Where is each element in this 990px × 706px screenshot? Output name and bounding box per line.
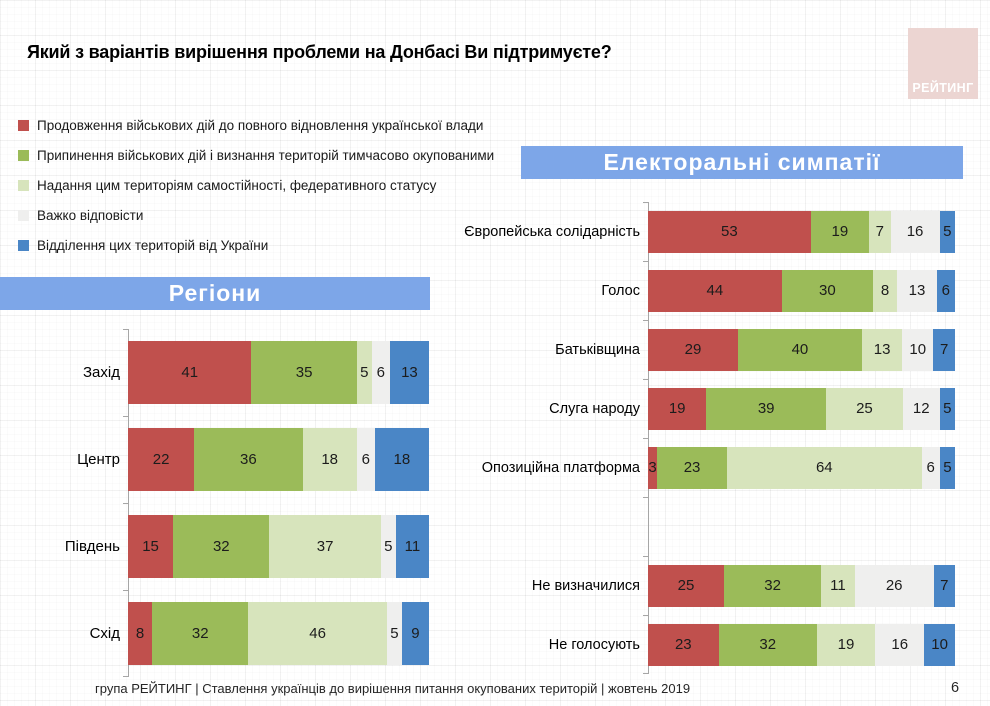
stacked-bar: [128, 341, 429, 404]
bar-segment: [396, 515, 429, 578]
bar-segment: [128, 341, 251, 404]
axis-tick: [643, 615, 648, 616]
value-label: 7: [939, 341, 949, 358]
bar-segment: [128, 515, 173, 578]
stacked-bar: [648, 329, 955, 371]
bar-segment: [648, 388, 706, 430]
stacked-bar: [648, 565, 955, 607]
bar-segment: [387, 602, 402, 665]
value-label: 16: [891, 636, 909, 653]
bar-segment: [648, 329, 738, 371]
value-label: 6: [361, 451, 370, 468]
bar-segment: [933, 329, 955, 371]
page-title: Який з варіантів вирішення проблеми на Донбасі Ви підтримуєте?: [27, 42, 612, 62]
value-label: 53: [721, 223, 738, 240]
footer-text: група РЕЙТИНГ | Ставлення українців до вирішення питання окупованих територій | жовтень 2019: [95, 681, 691, 696]
bar-segment: [402, 602, 429, 665]
axis-tick: [123, 590, 128, 591]
bar-segment: [817, 624, 875, 666]
bar-segment: [869, 211, 890, 253]
value-label: 10: [931, 636, 948, 653]
bar-segment: [648, 624, 719, 666]
value-label: 13: [908, 282, 926, 299]
bar-segment: [648, 270, 782, 312]
category-label: Південь: [64, 538, 120, 555]
stacked-bar: [648, 211, 955, 253]
bar-segment: [706, 388, 826, 430]
value-label: 37: [316, 538, 334, 555]
regions-banner: Регіони: [0, 277, 430, 310]
value-label: 40: [791, 341, 809, 358]
chart-row: [442, 320, 955, 379]
bar-segment: [390, 341, 429, 404]
value-label: 46: [309, 625, 326, 642]
legend-item: [18, 200, 494, 230]
legend-swatch: [18, 240, 29, 251]
bar-segment: [248, 602, 386, 665]
value-label: 7: [940, 577, 949, 594]
legend-label: Важко відповісти: [37, 207, 144, 223]
value-label: 35: [295, 364, 313, 381]
bar-segment: [152, 602, 248, 665]
value-label: 16: [906, 223, 924, 240]
bar-segment: [934, 565, 955, 607]
value-label: 6: [941, 282, 951, 299]
legend: [18, 110, 494, 260]
value-label: 19: [837, 636, 855, 653]
bar-segment: [648, 565, 724, 607]
value-label: 5: [390, 625, 399, 642]
regions-chart: [0, 329, 429, 677]
bar-segment: [902, 329, 933, 371]
bar-segment: [738, 329, 862, 371]
value-label: 32: [191, 625, 209, 642]
bar-segment: [719, 624, 817, 666]
chart-row: [0, 590, 429, 677]
category-label: Голос: [601, 282, 640, 299]
bar-segment: [381, 515, 396, 578]
legend-item: [18, 170, 494, 200]
axis-tick: [643, 556, 648, 557]
value-label: 3: [648, 459, 657, 476]
bar-segment: [128, 602, 152, 665]
category-label: Не голосують: [548, 636, 640, 653]
bar-segment: [940, 447, 955, 489]
bar-segment: [372, 341, 390, 404]
category-label: Схід: [89, 625, 120, 642]
legend-label: Надання цим територіям самостійності, федеративного статусу: [37, 177, 437, 193]
legend-swatch: [18, 210, 29, 221]
value-label: 23: [683, 459, 701, 476]
bar-segment: [194, 428, 302, 491]
category-label: Захід: [83, 364, 120, 381]
bar-segment: [875, 624, 924, 666]
stacked-bar: [648, 624, 955, 666]
value-label: 15: [142, 538, 159, 555]
category-label: Опозиційна платформа: [481, 459, 640, 476]
value-label: 32: [212, 538, 230, 555]
stacked-bar: [128, 602, 429, 665]
bar-segment: [940, 211, 955, 253]
bar-segment: [855, 565, 934, 607]
value-label: 6: [926, 459, 935, 476]
value-label: 8: [135, 625, 145, 642]
bar-segment: [375, 428, 429, 491]
bar-segment: [357, 428, 375, 491]
category-label: Батьківщина: [555, 341, 640, 358]
axis-tick: [123, 503, 128, 504]
axis-tick: [643, 497, 648, 498]
bar-segment: [128, 428, 194, 491]
bar-segment: [357, 341, 372, 404]
axis-tick: [643, 379, 648, 380]
legend-swatch: [18, 150, 29, 161]
value-label: 10: [909, 341, 927, 358]
bar-segment: [821, 565, 854, 607]
value-label: 7: [875, 223, 884, 240]
value-label: 18: [321, 451, 338, 468]
bar-segment: [657, 447, 727, 489]
legend-label: Припинення військових дій і визнання територій тимчасово окупованими: [37, 147, 495, 163]
bar-segment: [811, 211, 869, 253]
electoral-banner: Електоральні симпатії: [521, 146, 963, 179]
bar-segment: [269, 515, 380, 578]
chart-row: [442, 261, 955, 320]
legend-label: Відділення цих територій від України: [37, 237, 269, 253]
value-label: 18: [393, 451, 411, 468]
axis-tick: [123, 676, 128, 677]
bar-segment: [897, 270, 937, 312]
chart-row-spacer: [442, 497, 955, 556]
legend-item: [18, 230, 494, 260]
bar-segment: [891, 211, 940, 253]
value-label: 12: [912, 400, 930, 417]
chart-row: [0, 416, 429, 503]
rating-logo: [908, 28, 978, 99]
stacked-bar: [128, 515, 429, 578]
chart-row: [0, 329, 429, 416]
bar-segment: [940, 388, 955, 430]
value-label: 29: [684, 341, 702, 358]
category-label: Слуга народу: [549, 400, 640, 417]
value-label: 30: [818, 282, 836, 299]
chart-row: [0, 503, 429, 590]
category-label: Центр: [77, 451, 120, 468]
value-label: 19: [831, 223, 849, 240]
legend-swatch: [18, 120, 29, 131]
bar-segment: [922, 447, 940, 489]
value-label: 39: [757, 400, 775, 417]
rating-logo-label: РЕЙТИНГ: [912, 81, 974, 95]
bar-segment: [727, 447, 922, 489]
chart-row: [442, 615, 955, 674]
stacked-bar: [648, 447, 955, 489]
value-label: 64: [815, 459, 833, 476]
value-label: 5: [943, 223, 952, 240]
value-label: 25: [856, 400, 873, 417]
value-label: 5: [943, 459, 952, 476]
bar-segment: [862, 329, 902, 371]
axis-tick: [123, 416, 128, 417]
value-label: 36: [240, 451, 257, 468]
stacked-bar: [648, 270, 955, 312]
value-label: 32: [764, 577, 781, 594]
chart-row: [442, 202, 955, 261]
axis-tick: [123, 329, 128, 330]
value-label: 11: [830, 577, 846, 594]
legend-item: [18, 140, 494, 170]
stacked-bar: [648, 388, 955, 430]
electoral-chart: [442, 202, 955, 674]
axis-tick: [643, 202, 648, 203]
axis-tick: [643, 438, 648, 439]
axis-tick: [643, 320, 648, 321]
value-label: 44: [706, 282, 724, 299]
chart-row: [442, 556, 955, 615]
value-label: 26: [885, 577, 903, 594]
category-label: Не визначилися: [531, 577, 640, 594]
value-label: 22: [152, 451, 170, 468]
bar-segment: [782, 270, 873, 312]
value-label: 13: [873, 341, 891, 358]
value-label: 25: [677, 577, 695, 594]
legend-swatch: [18, 180, 29, 191]
value-label: 5: [384, 538, 393, 555]
value-label: 23: [674, 636, 692, 653]
bar-segment: [873, 270, 897, 312]
value-label: 32: [759, 636, 777, 653]
value-label: 8: [880, 282, 890, 299]
bar-segment: [826, 388, 903, 430]
legend-label: Продовження військових дій до повного відновлення української влади: [37, 117, 484, 133]
bar-segment: [924, 624, 955, 666]
value-label: 11: [404, 538, 421, 555]
bar-segment: [903, 388, 940, 430]
bar-segment: [303, 428, 357, 491]
value-label: 6: [376, 364, 385, 381]
chart-row: [442, 438, 955, 497]
bar-segment: [251, 341, 356, 404]
bar-segment: [648, 447, 657, 489]
bar-segment: [173, 515, 269, 578]
value-label: 41: [181, 364, 199, 381]
value-label: 19: [668, 400, 686, 417]
value-label: 9: [411, 625, 420, 642]
bar-segment: [724, 565, 821, 607]
value-label: 5: [943, 400, 952, 417]
chart-row: [442, 379, 955, 438]
stacked-bar: [128, 428, 429, 491]
value-label: 13: [401, 364, 418, 381]
value-label: 5: [360, 364, 369, 381]
legend-item: [18, 110, 494, 140]
axis-tick: [643, 261, 648, 262]
bar-segment: [648, 211, 811, 253]
page-number: 6: [951, 680, 960, 696]
category-label: Європейська солідарність: [464, 223, 640, 240]
bar-segment: [937, 270, 955, 312]
axis-tick: [643, 673, 648, 674]
